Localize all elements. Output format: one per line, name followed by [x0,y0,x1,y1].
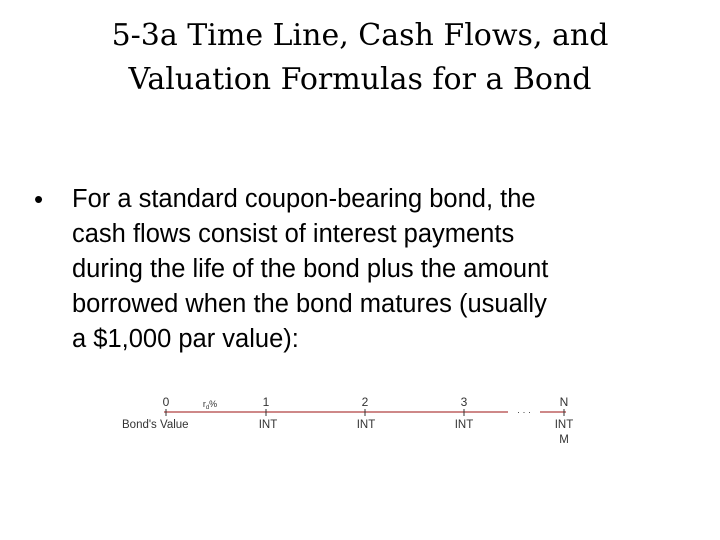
bullet-line-2: cash flows consist of interest payments [72,220,515,248]
flow-label-n: INT [554,419,574,431]
slide-title [60,14,660,102]
bullet-line-5: a $1,000 par value): [72,325,299,353]
rate-label [203,399,217,411]
maturity-label: M [559,434,569,446]
bullet-line-3: during the life of the bond plus the amount [72,255,549,283]
timeline-ellipsis: · · · [517,407,531,417]
bullet-item [34,182,694,357]
flow-label-2: INT [356,419,376,431]
rate-subscript: d [205,405,210,411]
bullet-list [34,182,694,357]
title-line-1: 5-3a Time Line, Cash Flows, and [111,18,609,53]
bullet-line-4: borrowed when the bond matures (usually [72,290,547,318]
title-line-2: Valuation Formulas for a Bond [128,62,592,97]
bullet-text [72,182,694,357]
period-label-n: N [559,395,569,409]
period-label-1: 1 [262,395,270,409]
flow-label-3: INT [454,419,474,431]
bullet-line-1: For a standard coupon-bearing bond, the [72,185,536,213]
rate-base: r [202,399,206,409]
start-value-label: Bond's Value [122,419,189,431]
rate-suffix: % [209,399,218,409]
period-label-3: 3 [460,395,468,409]
period-label-0: 0 [162,395,170,409]
cash-flow-timeline [118,392,588,452]
period-label-2: 2 [361,395,369,409]
timeline-svg [118,392,588,452]
flow-label-1: INT [258,419,278,431]
bullet-marker: • [34,184,44,214]
